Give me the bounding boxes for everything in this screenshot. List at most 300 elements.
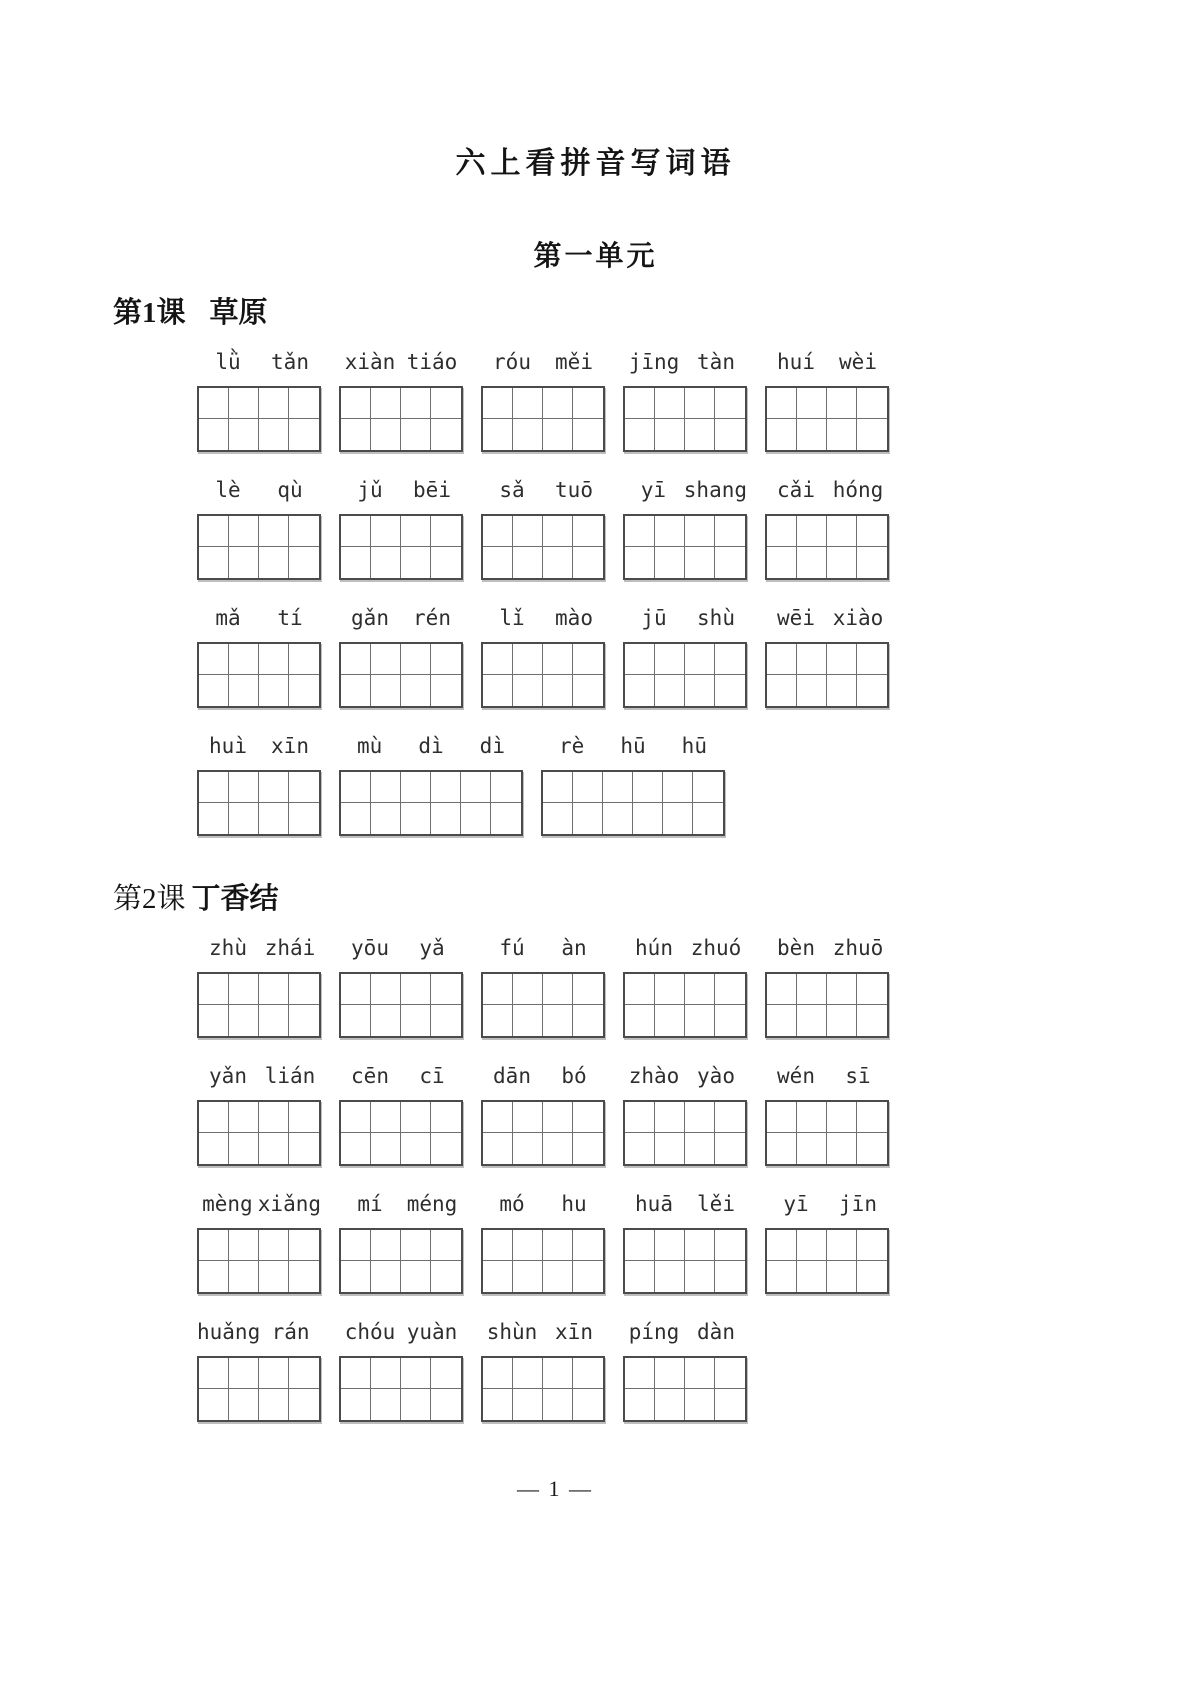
grid-cell [573,419,603,450]
grid-cell [341,388,371,419]
grid-cell [625,1230,655,1261]
pinyin-syllable: rè [559,734,585,758]
grid-cell [341,1102,371,1133]
pinyin-syllable: tàn [697,350,735,374]
writing-grid [623,1228,747,1294]
pinyin-syllable: hóng [832,478,884,502]
pinyin-syllable: shù [697,606,735,630]
grid-cell [543,1102,573,1133]
grid-cell [767,1005,797,1036]
grid-cell [401,772,431,803]
grid-cell [655,974,685,1005]
pinyin-word-block [765,342,889,452]
grid-cell [259,1261,289,1292]
grid-cell [827,1102,857,1133]
grid-cell [289,644,319,675]
grid-cell [483,1389,513,1420]
grid-cell [483,547,513,578]
grid-cell [431,1389,461,1420]
writing-grid [765,642,889,708]
lesson-number: 第1课 [113,297,186,329]
pinyin-word-block [481,1184,605,1294]
grid-cell [259,1389,289,1420]
grid-cell [827,1133,857,1164]
grid-cell [543,1261,573,1292]
grid-cell [543,419,573,450]
grid-cell [199,1261,229,1292]
writing-grid [623,514,747,580]
pinyin-syllable: tǎn [271,350,309,374]
grid-cell [693,803,723,834]
grid-cell [685,974,715,1005]
grid-cell [857,516,887,547]
pinyin-label [197,342,321,374]
grid-cell [229,772,259,803]
pinyin-label [339,928,463,960]
pinyin-label [339,470,463,502]
grid-cell [715,974,745,1005]
grid-cell [341,1133,371,1164]
pinyin-syllable: lǜ [215,350,241,374]
grid-cell [401,1005,431,1036]
grid-cell [401,547,431,578]
pinyin-word-block [765,928,889,1038]
pinyin-syllable: tí [277,606,303,630]
grid-cell [857,1133,887,1164]
grid-cell [715,1358,745,1389]
grid-cell [715,1102,745,1133]
grid-cell [483,419,513,450]
pinyin-label [765,342,889,374]
grid-cell [401,644,431,675]
pinyin-syllable: yī [783,1192,809,1216]
grid-cell [715,516,745,547]
grid-cell [431,1005,461,1036]
pinyin-syllable: gǎn [351,606,389,630]
grid-cell [371,803,401,834]
pinyin-syllable: píng [628,1320,680,1344]
pinyin-syllable: zhù [209,936,247,960]
pinyin-syllable: yào [697,1064,735,1088]
grid-cell [767,419,797,450]
grid-cell [259,1358,289,1389]
grid-cell [543,974,573,1005]
grid-cell [229,1358,259,1389]
writing-grid [765,972,889,1038]
grid-cell [625,644,655,675]
grid-cell [513,1230,543,1261]
grid-cell [513,516,543,547]
pinyin-label [481,1056,605,1088]
pinyin-label [623,1312,747,1344]
grid-cell [401,516,431,547]
grid-cell [655,547,685,578]
pinyin-word-block [339,726,523,836]
grid-cell [543,772,573,803]
writing-grid [481,642,605,708]
writing-grid [481,1228,605,1294]
writing-grid [197,1228,321,1294]
grid-cell [371,1261,401,1292]
grid-cell [715,1133,745,1164]
grid-cell [715,1230,745,1261]
worksheet-content [0,296,1191,1422]
lesson-number: 第2课 [113,883,186,915]
grid-cell [797,516,827,547]
grid-cell [259,1230,289,1261]
grid-cell [199,547,229,578]
lesson-section [113,882,1191,1422]
pinyin-syllable: lěi [697,1192,735,1216]
grid-cell [259,1102,289,1133]
grid-cell [229,1005,259,1036]
pinyin-label [623,470,747,502]
writing-grid [623,972,747,1038]
writing-grid [197,972,321,1038]
pinyin-label [623,342,747,374]
pinyin-syllable: zhuó [690,936,742,960]
grid-cell [401,1133,431,1164]
grid-cell [401,974,431,1005]
grid-cell [431,388,461,419]
pinyin-syllable: mào [555,606,593,630]
grid-cell [199,1389,229,1420]
grid-cell [625,1261,655,1292]
pinyin-label [197,1184,321,1216]
grid-cell [573,803,603,834]
grid-cell [199,644,229,675]
writing-grid [623,1356,747,1422]
grid-cell [513,1389,543,1420]
grid-cell [625,1133,655,1164]
grid-cell [857,1005,887,1036]
pinyin-syllable: chóu [344,1320,396,1344]
pinyin-syllable: huā [635,1192,673,1216]
pinyin-label [765,1184,889,1216]
pinyin-syllable: sī [845,1064,871,1088]
pinyin-syllable: jū [641,606,667,630]
grid-cell [715,675,745,706]
pinyin-label [197,726,321,758]
grid-cell [229,974,259,1005]
grid-cell [289,1133,319,1164]
grid-cell [483,1133,513,1164]
grid-cell [573,1389,603,1420]
grid-cell [573,1230,603,1261]
grid-cell [655,1261,685,1292]
word-rows [197,342,1191,836]
grid-cell [663,803,693,834]
grid-cell [797,675,827,706]
pinyin-label [481,342,605,374]
grid-cell [625,675,655,706]
word-row [197,598,1191,708]
grid-cell [401,1261,431,1292]
writing-grid [481,972,605,1038]
lesson-title: 草原 [209,297,268,329]
grid-cell [685,1133,715,1164]
grid-cell [573,516,603,547]
grid-cell [431,1102,461,1133]
grid-cell [431,803,461,834]
grid-cell [199,419,229,450]
grid-cell [401,1230,431,1261]
pinyin-syllable: cēn [351,1064,389,1088]
writing-grid [765,386,889,452]
grid-cell [483,644,513,675]
grid-cell [341,1358,371,1389]
grid-cell [767,974,797,1005]
grid-cell [715,1005,745,1036]
grid-cell [341,547,371,578]
grid-cell [625,1389,655,1420]
page-title: 六上看拼音写词语 [455,147,736,180]
grid-cell [573,1133,603,1164]
pinyin-word-block [339,470,463,580]
grid-cell [401,803,431,834]
page-number: — 1 — [517,1476,593,1501]
grid-cell [431,675,461,706]
pinyin-word-block [197,598,321,708]
grid-cell [693,772,723,803]
pinyin-label [197,470,321,502]
grid-cell [401,675,431,706]
grid-cell [371,388,401,419]
grid-cell [401,1102,431,1133]
grid-cell [483,1005,513,1036]
pinyin-word-block [765,1056,889,1166]
pinyin-syllable: hū [620,734,646,758]
pinyin-syllable: rán [271,1320,310,1344]
grid-cell [857,675,887,706]
pinyin-syllable: mèng [202,1192,253,1216]
grid-cell [431,772,461,803]
grid-cell [289,1358,319,1389]
grid-cell [483,1230,513,1261]
pinyin-label [339,1312,463,1344]
grid-cell [573,974,603,1005]
pinyin-syllable: mù [357,734,383,758]
grid-cell [259,644,289,675]
writing-grid [623,1100,747,1166]
word-row [197,1184,1191,1294]
grid-cell [401,419,431,450]
grid-cell [767,388,797,419]
grid-cell [797,1230,827,1261]
pinyin-syllable: mǎ [215,606,241,630]
grid-cell [625,419,655,450]
pinyin-word-block [481,598,605,708]
pinyin-syllable: huì [209,734,247,758]
pinyin-syllable: àn [561,936,587,960]
word-row [197,928,1191,1038]
grid-cell [431,974,461,1005]
grid-cell [199,388,229,419]
pinyin-word-block [339,342,463,452]
grid-cell [483,1261,513,1292]
grid-cell [483,675,513,706]
grid-cell [461,772,491,803]
grid-cell [431,516,461,547]
grid-cell [371,1102,401,1133]
pinyin-label [765,470,889,502]
grid-cell [259,1005,289,1036]
grid-cell [797,974,827,1005]
pinyin-syllable: yī [640,478,667,502]
grid-cell [289,419,319,450]
grid-cell [371,772,401,803]
pinyin-label [339,726,523,758]
grid-cell [827,419,857,450]
grid-cell [573,1005,603,1036]
pinyin-syllable: lǐ [499,606,525,630]
grid-cell [857,547,887,578]
grid-cell [685,1358,715,1389]
grid-cell [431,419,461,450]
pinyin-label [339,1056,463,1088]
grid-cell [827,644,857,675]
pinyin-syllable: zhái [264,936,316,960]
grid-cell [431,1230,461,1261]
pinyin-word-block [623,1312,747,1422]
writing-grid [197,770,321,836]
grid-cell [371,419,401,450]
pinyin-syllable: jīn [839,1192,877,1216]
grid-cell [857,388,887,419]
grid-cell [573,1102,603,1133]
grid-cell [655,419,685,450]
writing-grid [765,1228,889,1294]
grid-cell [633,803,663,834]
grid-cell [483,1358,513,1389]
grid-cell [715,547,745,578]
grid-cell [341,803,371,834]
grid-cell [513,1005,543,1036]
grid-cell [663,772,693,803]
grid-cell [685,516,715,547]
grid-cell [483,516,513,547]
grid-cell [767,1102,797,1133]
pinyin-syllable: hu [561,1192,587,1216]
pinyin-syllable: shang [683,478,747,502]
pinyin-word-block [339,1184,463,1294]
writing-grid [481,514,605,580]
pinyin-syllable: bēi [413,478,451,502]
writing-grid [481,1100,605,1166]
grid-cell [289,547,319,578]
grid-cell [827,516,857,547]
pinyin-label [481,928,605,960]
grid-cell [767,1230,797,1261]
pinyin-label [541,726,725,758]
writing-grid [339,1356,463,1422]
grid-cell [827,675,857,706]
pinyin-syllable: fú [499,936,525,960]
pinyin-word-block [765,470,889,580]
grid-cell [655,1389,685,1420]
grid-cell [371,1005,401,1036]
grid-cell [827,1005,857,1036]
pinyin-syllable: huǎng [197,1320,261,1344]
pinyin-syllable: bó [561,1064,587,1088]
pinyin-label [481,470,605,502]
word-rows [197,928,1191,1422]
pinyin-syllable: huí [777,350,815,374]
pinyin-word-block [765,1184,889,1294]
pinyin-word-block [339,928,463,1038]
grid-cell [685,1261,715,1292]
pinyin-label [197,598,321,630]
writing-grid [339,386,463,452]
grid-cell [573,675,603,706]
grid-cell [655,644,685,675]
grid-cell [573,547,603,578]
pinyin-label [765,598,889,630]
lesson-header [113,882,1191,916]
pinyin-syllable: wēi [777,606,815,630]
pinyin-label [481,598,605,630]
grid-cell [625,516,655,547]
grid-cell [513,419,543,450]
pinyin-word-block [197,726,321,836]
grid-cell [401,1358,431,1389]
writing-grid [339,514,463,580]
grid-cell [767,1261,797,1292]
grid-cell [827,974,857,1005]
grid-cell [767,675,797,706]
grid-cell [655,388,685,419]
grid-cell [513,974,543,1005]
grid-cell [543,388,573,419]
pinyin-syllable: qù [277,478,303,502]
pinyin-word-block [481,1312,605,1422]
grid-cell [543,644,573,675]
pinyin-syllable: xīn [271,734,309,758]
pinyin-syllable: rén [413,606,451,630]
grid-cell [827,388,857,419]
grid-cell [655,1230,685,1261]
word-row [197,726,1191,836]
pinyin-label [623,928,747,960]
grid-cell [655,675,685,706]
grid-cell [341,974,371,1005]
grid-cell [199,1358,229,1389]
word-row [197,1056,1191,1166]
grid-cell [715,1261,745,1292]
grid-cell [341,1389,371,1420]
grid-cell [461,803,491,834]
grid-cell [513,1102,543,1133]
grid-cell [289,1230,319,1261]
grid-cell [655,1133,685,1164]
grid-cell [259,675,289,706]
pinyin-syllable: hún [635,936,673,960]
grid-cell [543,516,573,547]
grid-cell [513,1261,543,1292]
writing-grid [197,386,321,452]
grid-cell [685,388,715,419]
grid-cell [289,516,319,547]
grid-cell [491,803,521,834]
grid-cell [797,644,827,675]
grid-cell [199,772,229,803]
lesson-sections [113,296,1191,1422]
grid-cell [199,803,229,834]
grid-cell [797,1261,827,1292]
pinyin-syllable: jīng [628,350,680,374]
grid-cell [797,1133,827,1164]
pinyin-label [623,1184,747,1216]
